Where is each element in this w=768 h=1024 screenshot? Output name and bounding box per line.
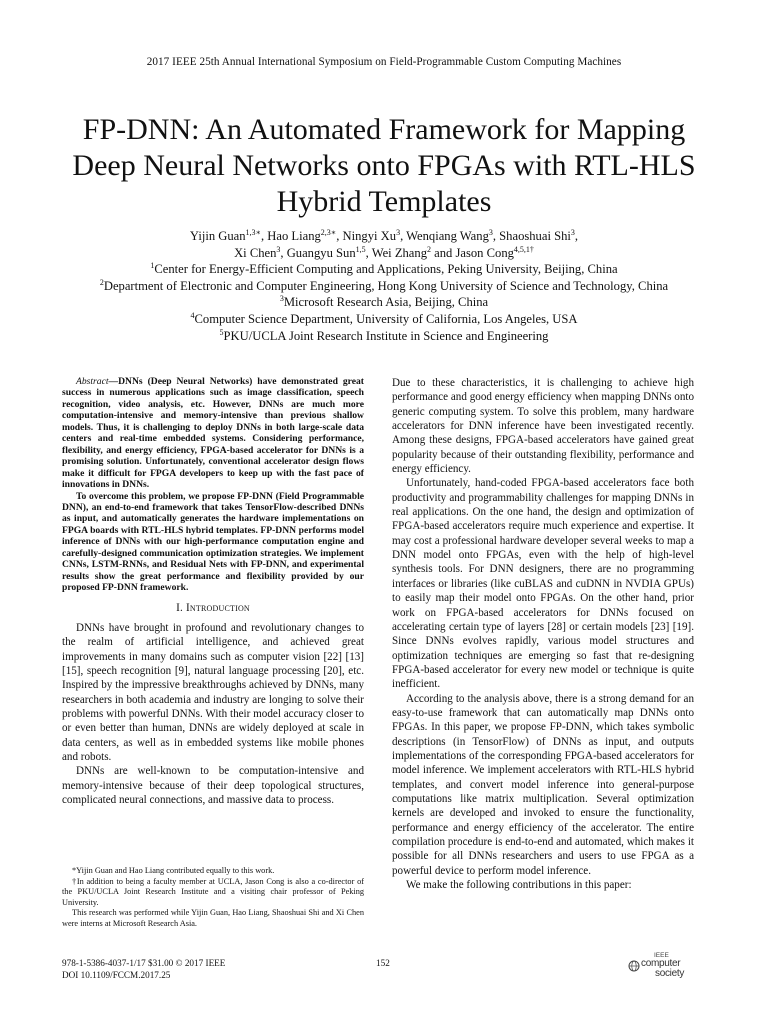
affiliation-1 (60, 261, 708, 278)
author-sup: 3 (570, 227, 575, 237)
right-paragraph-2: Unfortunately, hand-coded FPGA-based accelerators face both productivity and programmability challenges for mapping DNNs in real applications. On the one hand, the design and optimization of FPGA-based accelerators require much experience and expertise. It may cost a professional hardware developer several weeks to map a DNN model onto FPGAs, even with the help of high-level synthesis tools. For DNN designers, there are no programming interfaces or libraries (like cuBLAS and cuDNN in NVDIA GPUs) to easily map their model onto FPGAs. On the other hand, prior work on FPGA-based accelerators for DNNs focused on accelerating certain type of layers [28] or certain models [23] [19]. Since DNNs evolves rapidly, various model structures and optimization techniques are emerging so fast that re-designing FPGA-based accelerator for every new model or technique is quite inefficient. (392, 477, 694, 691)
author-line-1: Yijin Guan$^{1,3∗}$, Hao Liang$^{2,3∗}$, Ningyi Xu$^3$, Wenqiang Wang$^3$, Shaoshuai Shi$^3$, (189, 227, 579, 243)
affiliation-3 (60, 294, 708, 311)
footnotes (62, 866, 364, 930)
affiliation-sup: 5 (219, 327, 224, 337)
author-name: Guangyu Sun (286, 245, 356, 260)
footnote-equal-contribution: *Yijin Guan and Hao Liang contributed equally to this work. (72, 866, 275, 875)
abstract-paragraph-1 (62, 376, 364, 491)
affiliation-sup: 3 (279, 294, 284, 304)
affiliation-4 (60, 311, 708, 328)
author-name: Shaoshuai Shi (499, 229, 571, 243)
footer-publication-info (62, 957, 225, 981)
title-line-3: Hybrid Templates (276, 185, 492, 218)
affiliation-2 (60, 278, 708, 295)
author-name: Xi Chen (234, 245, 277, 260)
isbn-text: 978-1-5386-4037-1/17 $31.00 © 2017 IEEE (62, 958, 226, 968)
affiliation-text: Department of Electronic and Computer Engineering, Hong Kong University of Science and Technology, China (103, 278, 669, 293)
author-name: Wenqiang Wang (406, 229, 489, 243)
author-name: Jason Cong (455, 245, 514, 260)
intro-paragraph-2: DNNs are well-known to be computation-intensive and memory-intensive because of their deep topological structures, complicated neural connections, and massive data to process. (62, 765, 364, 807)
abstract-label: Abstract (76, 376, 109, 387)
author-name: Ningyi Xu (342, 229, 397, 243)
author-sup: 3 (276, 244, 281, 254)
abstract (62, 376, 364, 594)
left-column (62, 376, 364, 807)
author-sup: 1,5 (355, 244, 366, 254)
affiliation-text: PKU/UCLA Joint Research Institute in Science and Engineering (223, 328, 549, 343)
affiliation-sup: 1 (150, 261, 155, 270)
right-paragraph-4: We make the following contributions in this paper: (406, 879, 632, 892)
title-line-2: Deep Neural Networks onto FPGAs with RTL-HLS (72, 149, 696, 182)
doi-text: DOI 10.1109/FCCM.2017.25 (62, 970, 171, 980)
author-sup: 3 (396, 227, 401, 237)
author-sup: 3 (488, 227, 493, 237)
logo-ieee-text: IEEE (654, 952, 669, 959)
title-line-1: FP-DNN: An Automated Framework for Mapping (82, 113, 686, 146)
logo-wordmark (641, 959, 684, 978)
author-line-2: Xi Chen$^3$, Guangyu Sun$^{1,5}$, Wei Zhang$^2$ and Jason Cong$^{4,5,1\dagger}$ (234, 244, 534, 260)
affiliation-5 (60, 328, 708, 345)
introduction-body (62, 621, 364, 807)
conference-header: 2017 IEEE 25th Annual International Symposium on Field-Programmable Custom Computing Machines (146, 56, 622, 68)
author-name: Hao Liang (267, 229, 321, 243)
right-column (392, 376, 694, 892)
ieee-computer-society-logo (628, 951, 708, 981)
affiliation-sup: 4 (190, 310, 195, 320)
paper-title (60, 112, 708, 220)
affiliation-text: Microsoft Research Asia, Beijing, China (283, 295, 489, 310)
section-heading-introduction: I. Introduction (176, 601, 250, 614)
affiliation-sup: 2 (99, 277, 104, 287)
affiliation-text: Center for Energy-Efficient Computing and Applications, Peking University, Beijing, China (154, 262, 618, 277)
abstract-text: —DNNs (Deep Neural Networks) have demonstrated great success in numerous applications such as image classification, speech recognition, video analysis, etc. However, DNNs are much more computation-intensive and memory-intensive than previous shallow models. Thus, it is challenging to deploy DNNs in both large-scale data centers and real-time embedded systems. Considering performance, flexibility, and energy efficiency, FPGA-based accelerator for DNNs is a promising solution. Unfortunately, conventional accelerator design flows make it difficult for FPGA developers to keep up with the fast pace of innovations in DNNs. (62, 376, 364, 491)
page-number: 152 (376, 958, 390, 968)
author-block (60, 228, 708, 344)
author-name: Wei Zhang (371, 245, 427, 260)
author-sup: 2 (427, 244, 431, 254)
logo-line-society: society (655, 967, 685, 979)
footnote-internship: This research was performed while Yijin Guan, Hao Liang, Shaoshuai Shi and Xi Chen were interns at Microsoft Research Asia. (62, 908, 364, 928)
abstract-paragraph-2: To overcome this problem, we propose FP-DNN (Field Programmable DNN), an end-to-end framework that takes TensorFlow-described DNNs as input, and automatically generates the hardware implementations on FPGA boards with RTL-HLS hybrid templates. FP-DNN performs model inference of DNNs with our high-performance computation engine and carefully-designed communication optimization strategies. We implement CNNs, LSTM-RNNs, and Residual Nets with FP-DNN, and experimental results show the great performance and flexibility provided by our proposed FP-DNN framework. (62, 490, 364, 594)
author-sup: 4,5,1† (513, 244, 534, 254)
right-paragraph-3: According to the analysis above, there is a strong demand for an easy-to-use framework that can automatically map DNNs onto FPGAs. In this paper, we propose FP-DNN, which takes symbolic descriptions (in TensorFlow) of DNNs as input, and outputs implementations of the corresponding FPGA-based accelerators for model inference. We implement accelerators with RTL-HLS hybrid templates, and convert model inference into general-purpose computations like matrix multiplication. Several optimization kernels are developed and invoked to ensure the functionality, performance and energy efficiency of the accelerator. The entire compilation procedure is end-to-end and automated, which makes it possible for all DNNs researchers and users to use FPGA as a powerful device to perform model inference. (392, 692, 694, 877)
affiliation-text: Computer Science Department, University of California, Los Angeles, USA (194, 311, 578, 326)
intro-paragraph-1: DNNs have brought in profound and revolutionary changes to the realm of artificial intelligence, and achieved great improvements in many domains such as computer vision [22] [13] [15], speech recognition [9], natural language processing [20], etc. Inspired by the impressive breakthroughs achieved by DNNs, many researchers in both academia and industry are longing to solve their problems with powerful DNNs. With their model accuracy closer to or even better than human, DNNs are widely deployed at scale in data centers, as well as in embedded systems like mobile phones and robots. (62, 621, 364, 764)
author-name: Yijin Guan (189, 229, 246, 243)
author-sup: 2,3∗ (320, 227, 337, 237)
right-paragraph-1: Due to these characteristics, it is challenging to achieve high performance and good energy efficiency when mapping DNNs onto generic computing system. To solve this problem, many hardware accelerators for DNN inference have been investigated recently. Among these designs, FPGA-based accelerators have gained great popularity because of their outstanding flexibility, performance and energy efficiency. (392, 377, 694, 476)
author-sup: 1,3∗ (245, 227, 261, 237)
globe-icon (628, 960, 640, 972)
logo-line-computer: computer (641, 958, 681, 969)
footnote-ucla: †In addition to being a faculty member at UCLA, Jason Cong is also a co-director of the PKU/UCLA Joint Research Institute and a visiting chair professor of Peking University. (62, 876, 364, 907)
